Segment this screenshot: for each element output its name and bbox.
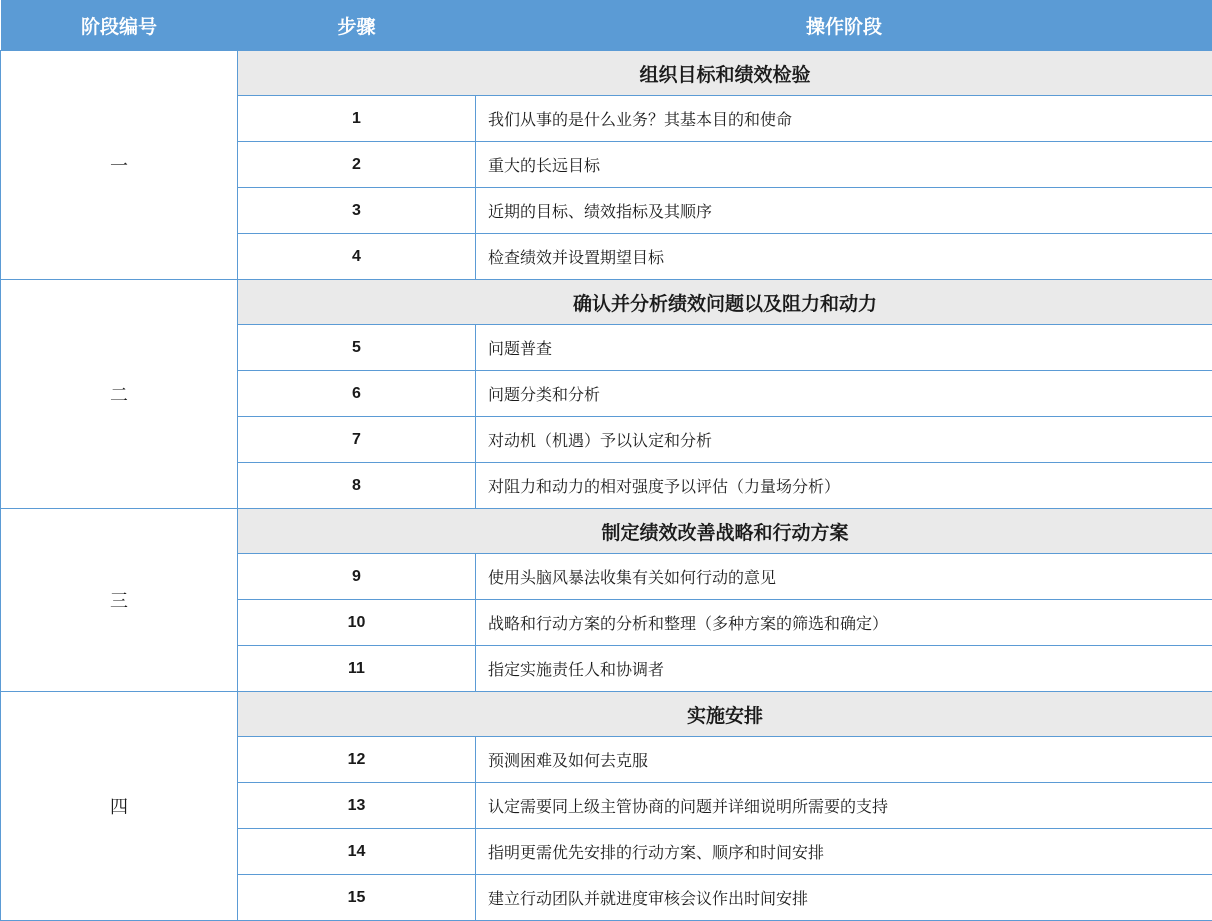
step-description-cell: 问题分类和分析 xyxy=(476,371,1212,417)
step-description-cell: 指定实施责任人和协调者 xyxy=(476,646,1212,692)
column-header-step: 步骤 xyxy=(238,0,476,51)
step-description-cell: 对动机（机遇）予以认定和分析 xyxy=(476,417,1212,463)
phase-number-cell: 二 xyxy=(1,280,238,509)
column-header-phase: 阶段编号 xyxy=(1,0,238,51)
step-description-cell: 重大的长远目标 xyxy=(476,142,1212,188)
step-description-cell: 检查绩效并设置期望目标 xyxy=(476,234,1212,280)
group-title-cell: 组织目标和绩效检验 xyxy=(238,51,1212,96)
step-number-cell: 14 xyxy=(238,829,476,875)
step-number-cell: 4 xyxy=(238,234,476,280)
step-number-cell: 5 xyxy=(238,325,476,371)
step-number-cell: 6 xyxy=(238,371,476,417)
step-number-cell: 13 xyxy=(238,783,476,829)
phase-number-cell: 一 xyxy=(1,51,238,280)
group-title-cell: 制定绩效改善战略和行动方案 xyxy=(238,509,1212,554)
phase-number-cell: 四 xyxy=(1,692,238,921)
step-description-cell: 使用头脑风暴法收集有关如何行动的意见 xyxy=(476,554,1212,600)
step-description-cell: 战略和行动方案的分析和整理（多种方案的筛选和确定） xyxy=(476,600,1212,646)
step-description-cell: 指明更需优先安排的行动方案、顺序和时间安排 xyxy=(476,829,1212,875)
step-description-cell: 问题普查 xyxy=(476,325,1212,371)
step-description-cell: 我们从事的是什么业务？其基本目的和使命 xyxy=(476,96,1212,142)
table-header-row xyxy=(1,0,1212,51)
step-number-cell: 1 xyxy=(238,96,476,142)
phase-number-cell: 三 xyxy=(1,509,238,692)
step-number-cell: 12 xyxy=(238,737,476,783)
step-description-cell: 近期的目标、绩效指标及其顺序 xyxy=(476,188,1212,234)
table-body xyxy=(1,51,1212,921)
table-row xyxy=(1,280,1212,325)
step-number-cell: 2 xyxy=(238,142,476,188)
group-title-cell: 确认并分析绩效问题以及阻力和动力 xyxy=(238,280,1212,325)
step-description-cell: 对阻力和动力的相对强度予以评估（力量场分析） xyxy=(476,463,1212,509)
table-row xyxy=(1,509,1212,554)
table-header xyxy=(1,0,1212,51)
column-header-operation: 操作阶段 xyxy=(476,0,1212,51)
step-description-cell: 预测困难及如何去克服 xyxy=(476,737,1212,783)
step-description-cell: 认定需要同上级主管协商的问题并详细说明所需要的支持 xyxy=(476,783,1212,829)
step-number-cell: 3 xyxy=(238,188,476,234)
step-description-cell: 建立行动团队并就进度审核会议作出时间安排 xyxy=(476,875,1212,921)
step-number-cell: 9 xyxy=(238,554,476,600)
table-row xyxy=(1,692,1212,737)
step-number-cell: 10 xyxy=(238,600,476,646)
step-number-cell: 11 xyxy=(238,646,476,692)
step-number-cell: 15 xyxy=(238,875,476,921)
step-number-cell: 8 xyxy=(238,463,476,509)
step-number-cell: 7 xyxy=(238,417,476,463)
table-row xyxy=(1,51,1212,96)
group-title-cell: 实施安排 xyxy=(238,692,1212,737)
